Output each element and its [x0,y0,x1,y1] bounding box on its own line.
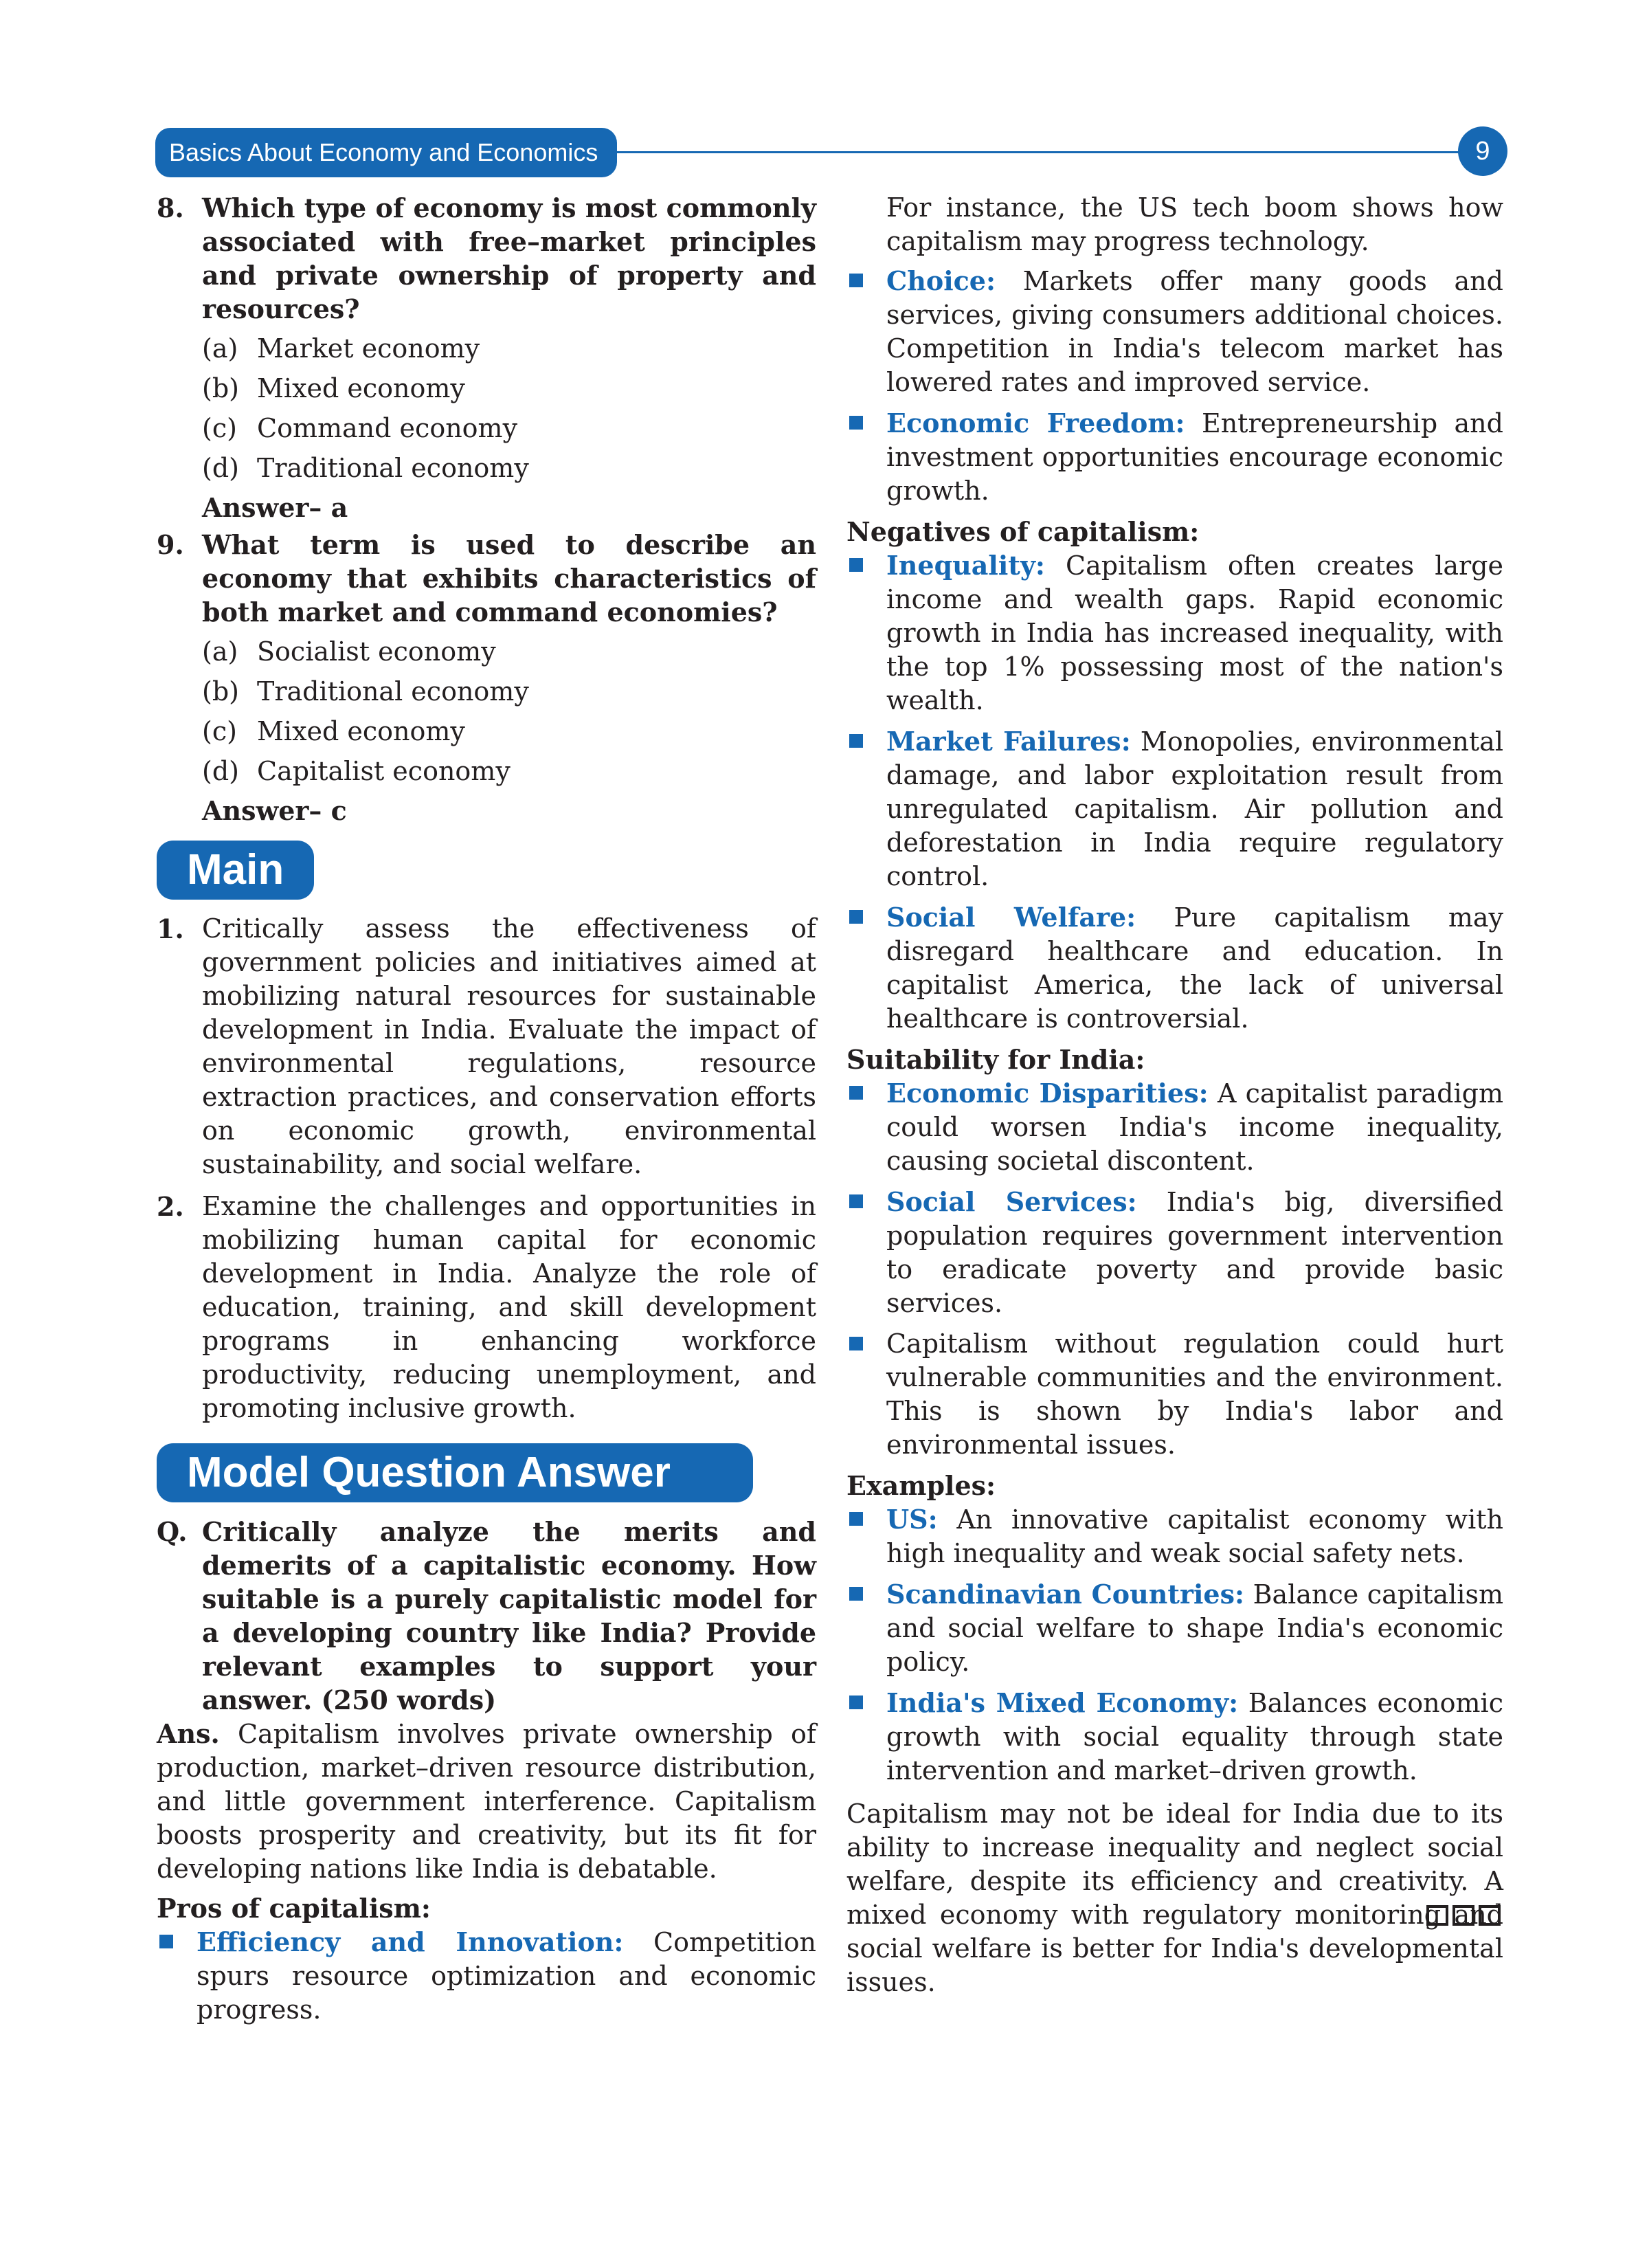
bullet-text: Monopolies, environmental damage, and labor exploitation result from unregulated capitalism. Air pollution and deforestation in India require regulatory control. [886,726,1503,891]
question-text: Critically assess the effectiveness of government policies and initiatives aimed at mobilizing natural resources for sustainable development in India. Evaluate the impact of environmental regulations, resource extraction practices, and conservation efforts on economic growth, environmental sustainability, and social welfare. [202,913,816,1179]
answer-intro-text: Capitalism involves private ownership of production, market–driven resource distribution, and little government interference. Capitalism boosts prosperity and creativity, but its fit for developing nations like India is debatable. [157,1719,816,1884]
end-of-chapter-marks [1426,1905,1501,1926]
option-text: Traditional economy [257,676,529,707]
square-bullet-icon [846,1327,886,1462]
right-column [846,191,1503,1999]
bullet-item [157,1925,816,2027]
option [202,448,816,488]
bullet-item [846,1502,1503,1570]
bullet-term: Social Welfare: [886,902,1136,933]
bullet-term: Economic Freedom: [886,408,1185,438]
bullet-term: Choice: [886,265,996,296]
answer-intro [157,1717,816,1886]
bullet-text: A capitalist paradigm could worsen India's income inequality, causing societal discontent. [886,1078,1503,1176]
main-question [157,912,816,1181]
bullet-continuation: For instance, the US tech boom shows how capitalism may progress technology. [886,192,1503,256]
question-number: 2. [157,1191,184,1222]
question-text: Examine the challenges and opportunities in mobilizing human capital for economic development in India. Analyze the role of education, training, and skill development programs in enhancing workforce productivity, reducing unemployment, and promoting inclusive growth. [202,1191,816,1423]
left-column [157,191,816,2034]
square-bullet-icon [846,1076,886,1178]
square-bullet-icon [846,900,886,1036]
option [202,632,816,671]
option-label: (a) [202,333,238,364]
bullet-term: Inequality: [886,550,1045,581]
mcq-question [157,528,816,629]
option-list [202,632,816,791]
option-list [202,329,816,488]
bullet-text: Balances economic growth with social equality through state intervention and market–driven growth. [886,1688,1503,1786]
bullet-item [846,548,1503,718]
bullet-text: Pure capitalism may disregard healthcare and education. In capitalist America, the lack of universal healthcare is controversial. [886,902,1503,1034]
option-label: (d) [202,453,239,483]
model-question [157,1515,816,1717]
bullet-item [846,406,1503,508]
bullet-item [846,1577,1503,1679]
q-label: Q. [157,1516,188,1547]
bullet-term: Market Failures: [886,726,1131,757]
option-label: (d) [202,756,239,786]
bullet-text: Capitalism often creates large income and wealth gaps. Rapid economic growth in India has increased inequality, with the top 1% possessing most of the nation's wealth. [886,551,1503,715]
option-text: Market economy [257,333,480,364]
bullet-text: Balance capitalism and social welfare to shape India's economic policy. [886,1579,1503,1677]
option [202,408,816,448]
bullet-term: US: [886,1504,938,1535]
option-text: Command economy [257,413,518,443]
option-label: (c) [202,413,237,443]
model-answer-heading: Model Question Answer [157,1443,753,1502]
option [202,751,816,791]
main-question [157,1190,816,1425]
option [202,711,816,751]
option [202,671,816,711]
square-bullet-icon [846,406,886,508]
question-text: Which type of economy is most commonly associated with free–market principles and private ownership of property and resources? [202,192,816,324]
square-bullet-icon [846,1185,886,1320]
option-text: Traditional economy [257,453,529,483]
bullet-item [846,1076,1503,1178]
question-number: 9. [157,529,184,560]
bullet-item [846,900,1503,1036]
option-text: Mixed economy [257,373,465,403]
option-text: Socialist economy [257,636,496,667]
model-question-text: Critically analyze the merits and demerits of a capitalistic economy. How suitable is a purely capitalistic model for a developing country like India? Provide relevant examples to support your answer. (250 words) [202,1516,816,1715]
suitability-heading: Suitability for India: [846,1044,1145,1075]
square-bullet-icon [846,1502,886,1570]
header-rule [605,151,1472,153]
option-text: Capitalist economy [257,756,511,786]
bullet-term: Efficiency and Innovation: [197,1926,624,1957]
bullet-term: India's Mixed Economy: [886,1687,1239,1718]
square-bullet-icon [846,724,886,893]
option-label: (c) [202,716,237,746]
bullet-text: India's big, diversified population requires government intervention to eradicate poverty and provide basic services. [886,1187,1503,1318]
option [202,368,816,408]
main-section-heading: Main [157,841,314,900]
square-bullet-icon [846,548,886,718]
square-bullet-icon [846,1686,886,1788]
examples-heading: Examples: [846,1470,996,1501]
bullet-text: Entrepreneurship and investment opportunities encourage economic growth. [886,408,1503,506]
bullet-item [846,1327,1503,1462]
bullet-text: Competition spurs resource optimization and economic progress. [197,1927,816,2025]
bullet-item [846,724,1503,893]
bullet-term: Scandinavian Countries: [886,1579,1245,1610]
option-label: (b) [202,373,239,403]
ans-label: Ans. [157,1718,220,1749]
page-number: 9 [1458,126,1507,176]
bullet-text: Capitalism without regulation could hurt vulnerable communities and the environment. This is shown by India's labor and environmental issues. [886,1328,1503,1460]
bullet-text: An innovative capitalist economy with high inequality and weak social safety nets. [886,1504,1503,1568]
option-text: Mixed economy [257,716,465,746]
pros-heading: Pros of capitalism: [157,1893,431,1924]
bullet-item [846,1686,1503,1788]
bullet-text: Markets offer many goods and services, giving consumers additional choices. Competition in India's telecom market has lowered rates and improved service. [886,266,1503,397]
negatives-heading: Negatives of capitalism: [846,516,1200,547]
square-bullet-icon [846,1577,886,1679]
bullet-item [846,1185,1503,1320]
running-header: Basics About Economy and Economics [155,128,617,177]
question-number: 8. [157,192,184,223]
option [202,329,816,368]
mcq-question [157,191,816,326]
answer-key: Answer– a [202,492,348,523]
end-square-icon [1479,1905,1501,1926]
option-label: (b) [202,676,239,707]
question-text: What term is used to describe an economy that exhibits characteristics of both market and command economies? [202,529,816,627]
question-number: 1. [157,913,184,944]
option-label: (a) [202,636,238,667]
square-bullet-icon [846,264,886,399]
bullet-item [846,264,1503,399]
bullet-term: Economic Disparities: [886,1078,1209,1109]
bullet-term: Social Services: [886,1186,1137,1217]
answer-key: Answer– c [202,795,347,826]
end-square-icon [1426,1905,1448,1926]
square-bullet-icon [157,1925,197,2027]
end-square-icon [1452,1905,1474,1926]
conclusion-paragraph: Capitalism may not be ideal for India due to its ability to increase inequality and neglect social welfare, despite its efficiency and creativity. A mixed economy with regulatory monitoring and social welfare is better for India's developmental issues. [846,1799,1503,1997]
